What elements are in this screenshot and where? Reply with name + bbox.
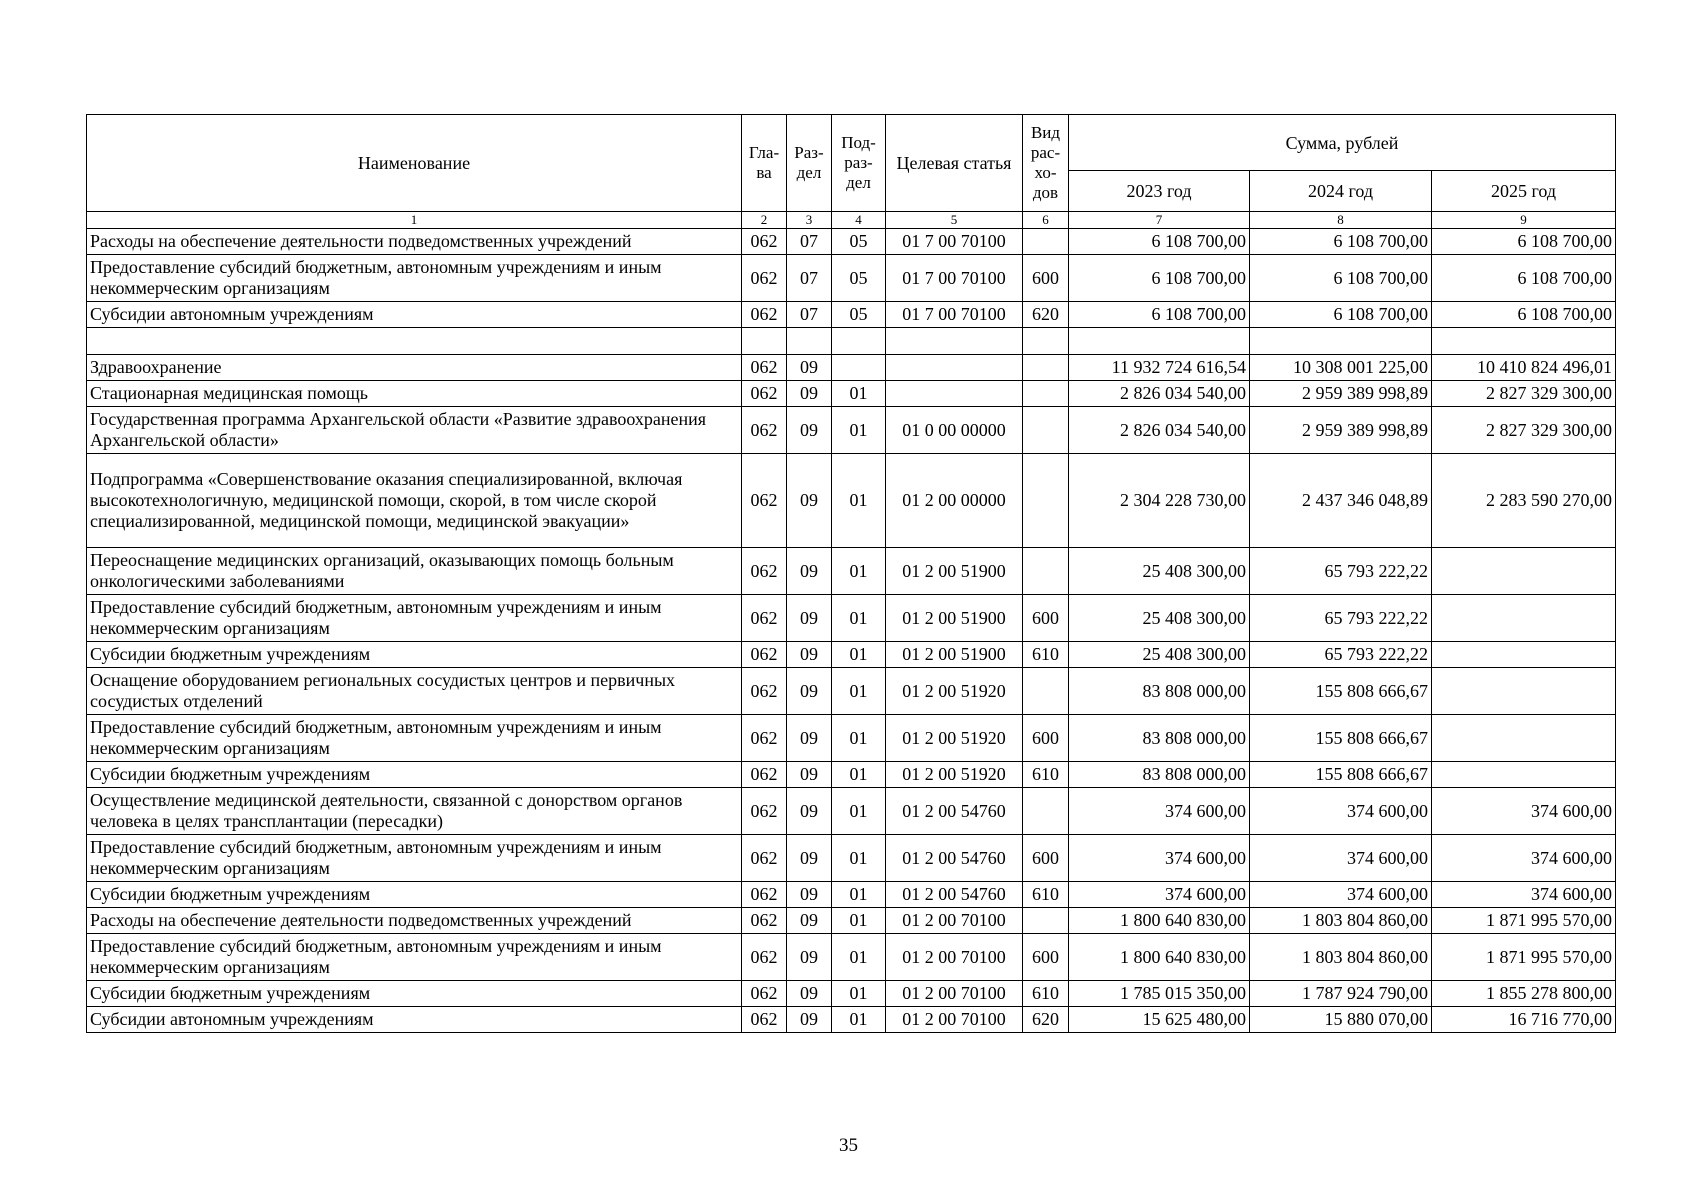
- row-amount-2025-cell: 1 855 278 800,00: [1432, 981, 1616, 1007]
- row-amount-2024-cell: 2 959 389 998,89: [1250, 407, 1432, 454]
- row-podrazdel-cell: 01: [832, 934, 886, 981]
- row-razdel-cell: 09: [787, 407, 832, 454]
- row-amount-2025-cell: [1432, 762, 1616, 788]
- column-number: 4: [832, 212, 886, 229]
- row-amount-2024-cell: 1 803 804 860,00: [1250, 908, 1432, 934]
- row-amount-2025-cell: 1 871 995 570,00: [1432, 908, 1616, 934]
- row-celevaya-statya-cell: 01 2 00 70100: [886, 1007, 1023, 1033]
- column-number: 6: [1023, 212, 1069, 229]
- row-amount-2024-cell: 10 308 001 225,00: [1250, 355, 1432, 381]
- row-amount-2025-cell: 16 716 770,00: [1432, 1007, 1616, 1033]
- table-row: [87, 981, 1616, 1007]
- row-vid-rashodov-cell: 610: [1023, 642, 1069, 668]
- row-glava-cell: 062: [742, 595, 787, 642]
- row-vid-rashodov-cell: [1023, 908, 1069, 934]
- row-glava-cell: 062: [742, 715, 787, 762]
- row-podrazdel-cell: 01: [832, 548, 886, 595]
- row-vid-rashodov-cell: [1023, 668, 1069, 715]
- row-amount-2025-cell: 6 108 700,00: [1432, 229, 1616, 255]
- row-podrazdel-cell: 01: [832, 668, 886, 715]
- row-glava-cell: 062: [742, 908, 787, 934]
- row-glava-cell: 062: [742, 255, 787, 302]
- row-name-cell: Субсидии автономным учреждениям: [87, 1007, 742, 1033]
- column-number: 5: [886, 212, 1023, 229]
- row-vid-rashodov-cell: [1023, 328, 1069, 355]
- row-podrazdel-cell: 01: [832, 788, 886, 835]
- table-row: [87, 882, 1616, 908]
- row-glava-cell: 062: [742, 302, 787, 328]
- row-razdel-cell: 09: [787, 908, 832, 934]
- column-number-row: [87, 212, 1616, 229]
- header-year-2023: 2023 год: [1069, 171, 1250, 212]
- row-vid-rashodov-cell: [1023, 229, 1069, 255]
- table-row: [87, 407, 1616, 454]
- row-name-cell: Оснащение оборудованием региональных сосудистых центров и первичных сосудистых отделений: [87, 668, 742, 715]
- row-amount-2023-cell: 83 808 000,00: [1069, 668, 1250, 715]
- row-vid-rashodov-cell: 620: [1023, 1007, 1069, 1033]
- row-amount-2025-cell: [1432, 548, 1616, 595]
- row-amount-2023-cell: [1069, 328, 1250, 355]
- row-amount-2024-cell: 155 808 666,67: [1250, 668, 1432, 715]
- row-amount-2024-cell: 65 793 222,22: [1250, 595, 1432, 642]
- row-razdel-cell: [787, 328, 832, 355]
- row-name-cell: Предоставление субсидий бюджетным, автономным учреждениям и иным некоммерческим организациям: [87, 715, 742, 762]
- row-amount-2023-cell: 374 600,00: [1069, 882, 1250, 908]
- row-amount-2023-cell: 2 826 034 540,00: [1069, 381, 1250, 407]
- row-vid-rashodov-cell: [1023, 548, 1069, 595]
- row-vid-rashodov-cell: [1023, 788, 1069, 835]
- row-name-cell: Государственная программа Архангельской области «Развитие здравоохранения Архангельской области»: [87, 407, 742, 454]
- row-razdel-cell: 09: [787, 715, 832, 762]
- row-name-cell: Здравоохранение: [87, 355, 742, 381]
- header-podrazdel: Под-раз-дел: [832, 115, 886, 212]
- row-amount-2024-cell: 65 793 222,22: [1250, 642, 1432, 668]
- row-vid-rashodov-cell: 600: [1023, 255, 1069, 302]
- header-glava: Гла-ва: [742, 115, 787, 212]
- row-razdel-cell: 09: [787, 595, 832, 642]
- table-row: [87, 934, 1616, 981]
- table-row: [87, 1007, 1616, 1033]
- table-row: [87, 715, 1616, 762]
- column-number: 7: [1069, 212, 1250, 229]
- column-number: 1: [87, 212, 742, 229]
- budget-table: [86, 114, 1616, 1033]
- row-amount-2023-cell: 374 600,00: [1069, 835, 1250, 882]
- row-celevaya-statya-cell: 01 2 00 70100: [886, 934, 1023, 981]
- row-celevaya-statya-cell: 01 2 00 51900: [886, 548, 1023, 595]
- row-celevaya-statya-cell: 01 2 00 70100: [886, 981, 1023, 1007]
- row-celevaya-statya-cell: [886, 355, 1023, 381]
- table-row: [87, 229, 1616, 255]
- row-vid-rashodov-cell: [1023, 407, 1069, 454]
- row-amount-2023-cell: 83 808 000,00: [1069, 715, 1250, 762]
- row-podrazdel-cell: 01: [832, 762, 886, 788]
- table-row: [87, 668, 1616, 715]
- row-vid-rashodov-cell: 600: [1023, 595, 1069, 642]
- row-podrazdel-cell: 01: [832, 595, 886, 642]
- table-row: [87, 548, 1616, 595]
- table-row: [87, 302, 1616, 328]
- row-podrazdel-cell: 01: [832, 981, 886, 1007]
- row-amount-2024-cell: 6 108 700,00: [1250, 255, 1432, 302]
- row-glava-cell: 062: [742, 788, 787, 835]
- page-number: 35: [839, 1135, 858, 1156]
- row-glava-cell: 062: [742, 835, 787, 882]
- header-razdel: Раз-дел: [787, 115, 832, 212]
- row-amount-2025-cell: 1 871 995 570,00: [1432, 934, 1616, 981]
- row-amount-2023-cell: 25 408 300,00: [1069, 595, 1250, 642]
- row-celevaya-statya-cell: 01 7 00 70100: [886, 255, 1023, 302]
- row-name-cell: Стационарная медицинская помощь: [87, 381, 742, 407]
- row-amount-2025-cell: [1432, 715, 1616, 762]
- row-amount-2025-cell: 6 108 700,00: [1432, 255, 1616, 302]
- row-glava-cell: 062: [742, 548, 787, 595]
- table-row: [87, 595, 1616, 642]
- row-razdel-cell: 09: [787, 882, 832, 908]
- table-row: [87, 381, 1616, 407]
- row-celevaya-statya-cell: 01 2 00 54760: [886, 835, 1023, 882]
- row-glava-cell: 062: [742, 642, 787, 668]
- row-podrazdel-cell: 01: [832, 835, 886, 882]
- table-row-blank: [87, 328, 1616, 355]
- row-glava-cell: 062: [742, 381, 787, 407]
- row-amount-2024-cell: 15 880 070,00: [1250, 1007, 1432, 1033]
- row-podrazdel-cell: 01: [832, 454, 886, 548]
- table-body: [87, 229, 1616, 1033]
- row-celevaya-statya-cell: 01 7 00 70100: [886, 229, 1023, 255]
- row-amount-2024-cell: 65 793 222,22: [1250, 548, 1432, 595]
- row-razdel-cell: 09: [787, 454, 832, 548]
- header-vid-rashodov: Вид рас-хо-дов: [1023, 115, 1069, 212]
- row-podrazdel-cell: 05: [832, 302, 886, 328]
- column-number: 9: [1432, 212, 1616, 229]
- row-celevaya-statya-cell: [886, 328, 1023, 355]
- row-razdel-cell: 09: [787, 934, 832, 981]
- column-number: 3: [787, 212, 832, 229]
- row-podrazdel-cell: 01: [832, 381, 886, 407]
- row-amount-2025-cell: 374 600,00: [1432, 835, 1616, 882]
- row-celevaya-statya-cell: 01 2 00 54760: [886, 788, 1023, 835]
- row-amount-2025-cell: 374 600,00: [1432, 882, 1616, 908]
- row-glava-cell: 062: [742, 454, 787, 548]
- row-amount-2023-cell: 2 826 034 540,00: [1069, 407, 1250, 454]
- row-name-cell: Предоставление субсидий бюджетным, автономным учреждениям и иным некоммерческим организациям: [87, 255, 742, 302]
- row-name-cell: Субсидии бюджетным учреждениям: [87, 762, 742, 788]
- row-vid-rashodov-cell: [1023, 355, 1069, 381]
- table-header: [87, 115, 1616, 229]
- row-podrazdel-cell: 01: [832, 407, 886, 454]
- row-celevaya-statya-cell: 01 7 00 70100: [886, 302, 1023, 328]
- row-amount-2025-cell: [1432, 642, 1616, 668]
- row-glava-cell: 062: [742, 1007, 787, 1033]
- row-amount-2024-cell: [1250, 328, 1432, 355]
- row-amount-2023-cell: 83 808 000,00: [1069, 762, 1250, 788]
- row-name-cell: Переоснащение медицинских организаций, оказывающих помощь больным онкологическими заболеваниями: [87, 548, 742, 595]
- row-amount-2023-cell: 6 108 700,00: [1069, 255, 1250, 302]
- row-name-cell: Расходы на обеспечение деятельности подведомственных учреждений: [87, 908, 742, 934]
- column-number: 8: [1250, 212, 1432, 229]
- row-name-cell: [87, 328, 742, 355]
- row-name-cell: Субсидии автономным учреждениям: [87, 302, 742, 328]
- row-vid-rashodov-cell: 610: [1023, 762, 1069, 788]
- row-glava-cell: 062: [742, 229, 787, 255]
- row-amount-2025-cell: 10 410 824 496,01: [1432, 355, 1616, 381]
- row-razdel-cell: 09: [787, 835, 832, 882]
- column-number: 2: [742, 212, 787, 229]
- row-razdel-cell: 09: [787, 381, 832, 407]
- header-name: Наименование: [87, 115, 742, 212]
- row-celevaya-statya-cell: 01 2 00 51900: [886, 642, 1023, 668]
- row-podrazdel-cell: 01: [832, 715, 886, 762]
- row-amount-2025-cell: 6 108 700,00: [1432, 302, 1616, 328]
- row-celevaya-statya-cell: 01 0 00 00000: [886, 407, 1023, 454]
- row-vid-rashodov-cell: 600: [1023, 715, 1069, 762]
- table-row: [87, 454, 1616, 548]
- row-amount-2023-cell: 25 408 300,00: [1069, 548, 1250, 595]
- row-name-cell: Осуществление медицинской деятельности, связанной с донорством органов человека в целях трансплантации (пересадки): [87, 788, 742, 835]
- table-row: [87, 908, 1616, 934]
- row-amount-2024-cell: 155 808 666,67: [1250, 762, 1432, 788]
- row-vid-rashodov-cell: 620: [1023, 302, 1069, 328]
- row-amount-2024-cell: 6 108 700,00: [1250, 229, 1432, 255]
- row-celevaya-statya-cell: 01 2 00 51920: [886, 762, 1023, 788]
- table-row: [87, 835, 1616, 882]
- row-podrazdel-cell: 05: [832, 229, 886, 255]
- row-razdel-cell: 09: [787, 642, 832, 668]
- row-amount-2024-cell: 6 108 700,00: [1250, 302, 1432, 328]
- row-name-cell: Подпрограмма «Совершенствование оказания специализированной, включая высокотехнологичную, медицинской помощи, скорой, в том числе скорой специализированной, медицинской помощи, медицинской эвакуации»: [87, 454, 742, 548]
- row-podrazdel-cell: 01: [832, 642, 886, 668]
- row-name-cell: Предоставление субсидий бюджетным, автономным учреждениям и иным некоммерческим организациям: [87, 595, 742, 642]
- row-celevaya-statya-cell: [886, 381, 1023, 407]
- row-amount-2023-cell: 1 800 640 830,00: [1069, 934, 1250, 981]
- row-amount-2025-cell: [1432, 668, 1616, 715]
- row-amount-2024-cell: 374 600,00: [1250, 788, 1432, 835]
- row-podrazdel-cell: 01: [832, 1007, 886, 1033]
- row-glava-cell: 062: [742, 355, 787, 381]
- row-amount-2025-cell: 2 827 329 300,00: [1432, 407, 1616, 454]
- row-glava-cell: [742, 328, 787, 355]
- row-vid-rashodov-cell: 610: [1023, 981, 1069, 1007]
- row-vid-rashodov-cell: 610: [1023, 882, 1069, 908]
- row-amount-2023-cell: 6 108 700,00: [1069, 302, 1250, 328]
- row-amount-2024-cell: 374 600,00: [1250, 835, 1432, 882]
- row-razdel-cell: 09: [787, 788, 832, 835]
- row-amount-2023-cell: 6 108 700,00: [1069, 229, 1250, 255]
- row-razdel-cell: 07: [787, 255, 832, 302]
- row-celevaya-statya-cell: 01 2 00 70100: [886, 908, 1023, 934]
- row-amount-2023-cell: 15 625 480,00: [1069, 1007, 1250, 1033]
- row-amount-2025-cell: [1432, 595, 1616, 642]
- header-year-2025: 2025 год: [1432, 171, 1616, 212]
- row-celevaya-statya-cell: 01 2 00 00000: [886, 454, 1023, 548]
- row-podrazdel-cell: 05: [832, 255, 886, 302]
- row-glava-cell: 062: [742, 934, 787, 981]
- row-amount-2025-cell: 2 827 329 300,00: [1432, 381, 1616, 407]
- row-amount-2024-cell: 155 808 666,67: [1250, 715, 1432, 762]
- row-celevaya-statya-cell: 01 2 00 54760: [886, 882, 1023, 908]
- row-name-cell: Субсидии бюджетным учреждениям: [87, 981, 742, 1007]
- row-podrazdel-cell: [832, 328, 886, 355]
- row-name-cell: Предоставление субсидий бюджетным, автономным учреждениям и иным некоммерческим организациям: [87, 835, 742, 882]
- row-amount-2024-cell: 2 437 346 048,89: [1250, 454, 1432, 548]
- row-amount-2024-cell: 2 959 389 998,89: [1250, 381, 1432, 407]
- row-name-cell: Субсидии бюджетным учреждениям: [87, 882, 742, 908]
- row-amount-2023-cell: 1 800 640 830,00: [1069, 908, 1250, 934]
- row-amount-2024-cell: 374 600,00: [1250, 882, 1432, 908]
- row-amount-2023-cell: 25 408 300,00: [1069, 642, 1250, 668]
- table-row: [87, 762, 1616, 788]
- row-name-cell: Субсидии бюджетным учреждениям: [87, 642, 742, 668]
- row-razdel-cell: 07: [787, 302, 832, 328]
- row-razdel-cell: 09: [787, 981, 832, 1007]
- row-name-cell: Расходы на обеспечение деятельности подведомственных учреждений: [87, 229, 742, 255]
- row-amount-2025-cell: [1432, 328, 1616, 355]
- row-podrazdel-cell: [832, 355, 886, 381]
- row-glava-cell: 062: [742, 882, 787, 908]
- row-podrazdel-cell: 01: [832, 908, 886, 934]
- row-celevaya-statya-cell: 01 2 00 51920: [886, 668, 1023, 715]
- row-amount-2024-cell: 1 787 924 790,00: [1250, 981, 1432, 1007]
- row-razdel-cell: 09: [787, 355, 832, 381]
- row-glava-cell: 062: [742, 762, 787, 788]
- row-name-cell: Предоставление субсидий бюджетным, автономным учреждениям и иным некоммерческим организациям: [87, 934, 742, 981]
- row-amount-2024-cell: 1 803 804 860,00: [1250, 934, 1432, 981]
- row-glava-cell: 062: [742, 981, 787, 1007]
- row-vid-rashodov-cell: 600: [1023, 835, 1069, 882]
- row-razdel-cell: 09: [787, 1007, 832, 1033]
- row-amount-2025-cell: 374 600,00: [1432, 788, 1616, 835]
- row-podrazdel-cell: 01: [832, 882, 886, 908]
- row-amount-2023-cell: 11 932 724 616,54: [1069, 355, 1250, 381]
- table-row: [87, 255, 1616, 302]
- row-amount-2023-cell: 1 785 015 350,00: [1069, 981, 1250, 1007]
- row-amount-2025-cell: 2 283 590 270,00: [1432, 454, 1616, 548]
- row-vid-rashodov-cell: 600: [1023, 934, 1069, 981]
- row-celevaya-statya-cell: 01 2 00 51920: [886, 715, 1023, 762]
- row-razdel-cell: 07: [787, 229, 832, 255]
- row-glava-cell: 062: [742, 668, 787, 715]
- table-row: [87, 642, 1616, 668]
- row-amount-2023-cell: 2 304 228 730,00: [1069, 454, 1250, 548]
- table-row: [87, 788, 1616, 835]
- row-vid-rashodov-cell: [1023, 381, 1069, 407]
- header-celevaya-statya: Целевая статья: [886, 115, 1023, 212]
- row-razdel-cell: 09: [787, 668, 832, 715]
- row-celevaya-statya-cell: 01 2 00 51900: [886, 595, 1023, 642]
- table-row: [87, 355, 1616, 381]
- row-amount-2023-cell: 374 600,00: [1069, 788, 1250, 835]
- row-glava-cell: 062: [742, 407, 787, 454]
- row-razdel-cell: 09: [787, 762, 832, 788]
- header-summa: Сумма, рублей: [1069, 115, 1616, 171]
- header-year-2024: 2024 год: [1250, 171, 1432, 212]
- row-vid-rashodov-cell: [1023, 454, 1069, 548]
- row-razdel-cell: 09: [787, 548, 832, 595]
